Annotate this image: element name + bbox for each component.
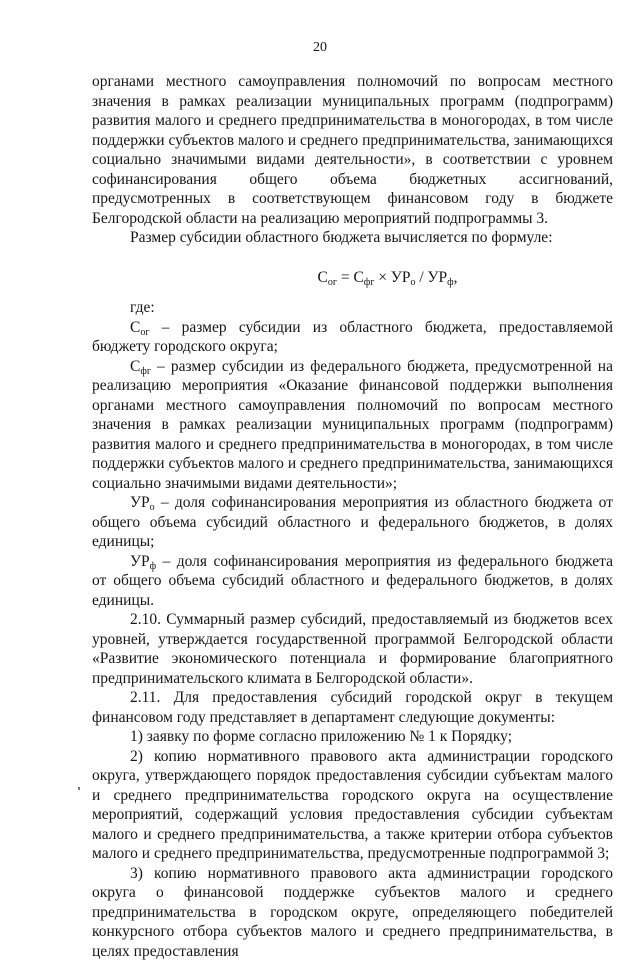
def-symbol: С — [130, 319, 140, 336]
def-symbol: С — [130, 358, 140, 375]
def-text: – размер субсидии из федерального бюджета, предусмотренной на реализацию мероприятия «Оказание финансовой поддержки выполнения органами местного самоуправления полномочий по вопросам местного значения в рамках реализации муниципальных программ (подпрограмм) развития малого и среднего предпринимательства в моногородах, в том числе поддержки субъектов малого и среднего предпринимательства, занимающихся социально значимыми видами деятельности»; — [92, 358, 613, 492]
definition-c-og — [92, 318, 613, 357]
formula-c: С — [318, 269, 328, 286]
def-symbol: УР — [130, 553, 150, 570]
formula-fg-sub: фг — [364, 277, 375, 288]
formula-div: / УР — [415, 269, 447, 286]
scan-speck — [78, 787, 80, 790]
definition-c-fg — [92, 357, 613, 494]
page-number: 20 — [0, 40, 640, 56]
def-symbol: УР — [130, 494, 150, 511]
document-body — [92, 72, 613, 961]
formula-og-sub: ог — [328, 277, 337, 288]
formula-times: × УР — [374, 269, 410, 286]
section-2-11: 2.11. Для предоставления субсидий городской округ в текущем финансовом году представляет в департамент следующие документы: — [92, 688, 613, 727]
formula-o-sub: о — [410, 277, 415, 288]
list-item-2: 2) копию нормативного правового акта администрации городского округа, утверждающего порядок предоставления субсидии субъектам малого и среднего предпринимательства городского округа на осуществление мероприятий, содержащий условия предоставления субсидии субъектам малого и среднего предпринимательства, а также критерии отбора субъектов малого и среднего предпринимательства, предусмотренные подпрограммой 3; — [92, 747, 613, 864]
definition-ur-o — [92, 493, 613, 552]
def-subscript: ф — [150, 561, 156, 572]
formula-eq: = С — [337, 269, 364, 286]
subsidy-formula — [92, 268, 613, 288]
def-subscript: ог — [140, 327, 149, 338]
paragraph-continuation: органами местного самоуправления полномочий по вопросам местного значения в рамках реализации муниципальных программ (подпрограмм) развития малого и среднего предпринимательства в моногородах, в том числе поддержки субъектов малого и среднего предпринимательства, занимающихся социально значимыми видами деятельности», в соответствии с уровнем софинансирования общего объема бюджетных ассигнований, предусмотренных в соответствующем финансовом году в бюджете Белгородской области на реализацию мероприятий подпрограммы 3. — [92, 72, 613, 228]
def-text: – доля софинансирования мероприятия из областного бюджета от общего объема субсидий областного и федерального бюджетов, в долях единицы; — [92, 494, 613, 550]
def-subscript: фг — [140, 366, 151, 377]
def-subscript: о — [150, 502, 155, 513]
paragraph-formula-intro: Размер субсидии областного бюджета вычисляется по формуле: — [92, 228, 613, 248]
list-item-3: 3) копию нормативного правового акта администрации городского округа о финансовой поддержке субъектов малого и среднего предпринимательства в городском округе, определяющего победителей конкурсного отбора субъектов малого и среднего предпринимательства, в целях предоставления — [92, 864, 613, 961]
def-text: – размер субсидии из областного бюджета, предоставляемой бюджету городского округа; — [92, 319, 613, 356]
formula-end: , — [454, 269, 458, 286]
formula-f-sub: ф — [447, 277, 453, 288]
where-label: где: — [92, 298, 613, 318]
def-text: – доля софинансирования мероприятия из федерального бюджета от общего объема субсидий областного и федерального бюджетов, в долях единицы. — [92, 553, 613, 609]
list-item-1: 1) заявку по форме согласно приложению № 1 к Порядку; — [92, 727, 613, 747]
section-2-10: 2.10. Суммарный размер субсидий, предоставляемый из бюджетов всех уровней, утверждается государственной программой Белгородской области «Развитие экономического потенциала и формирование благоприятного предпринимательского климата в Белгородской области». — [92, 610, 613, 688]
definition-ur-f — [92, 552, 613, 611]
